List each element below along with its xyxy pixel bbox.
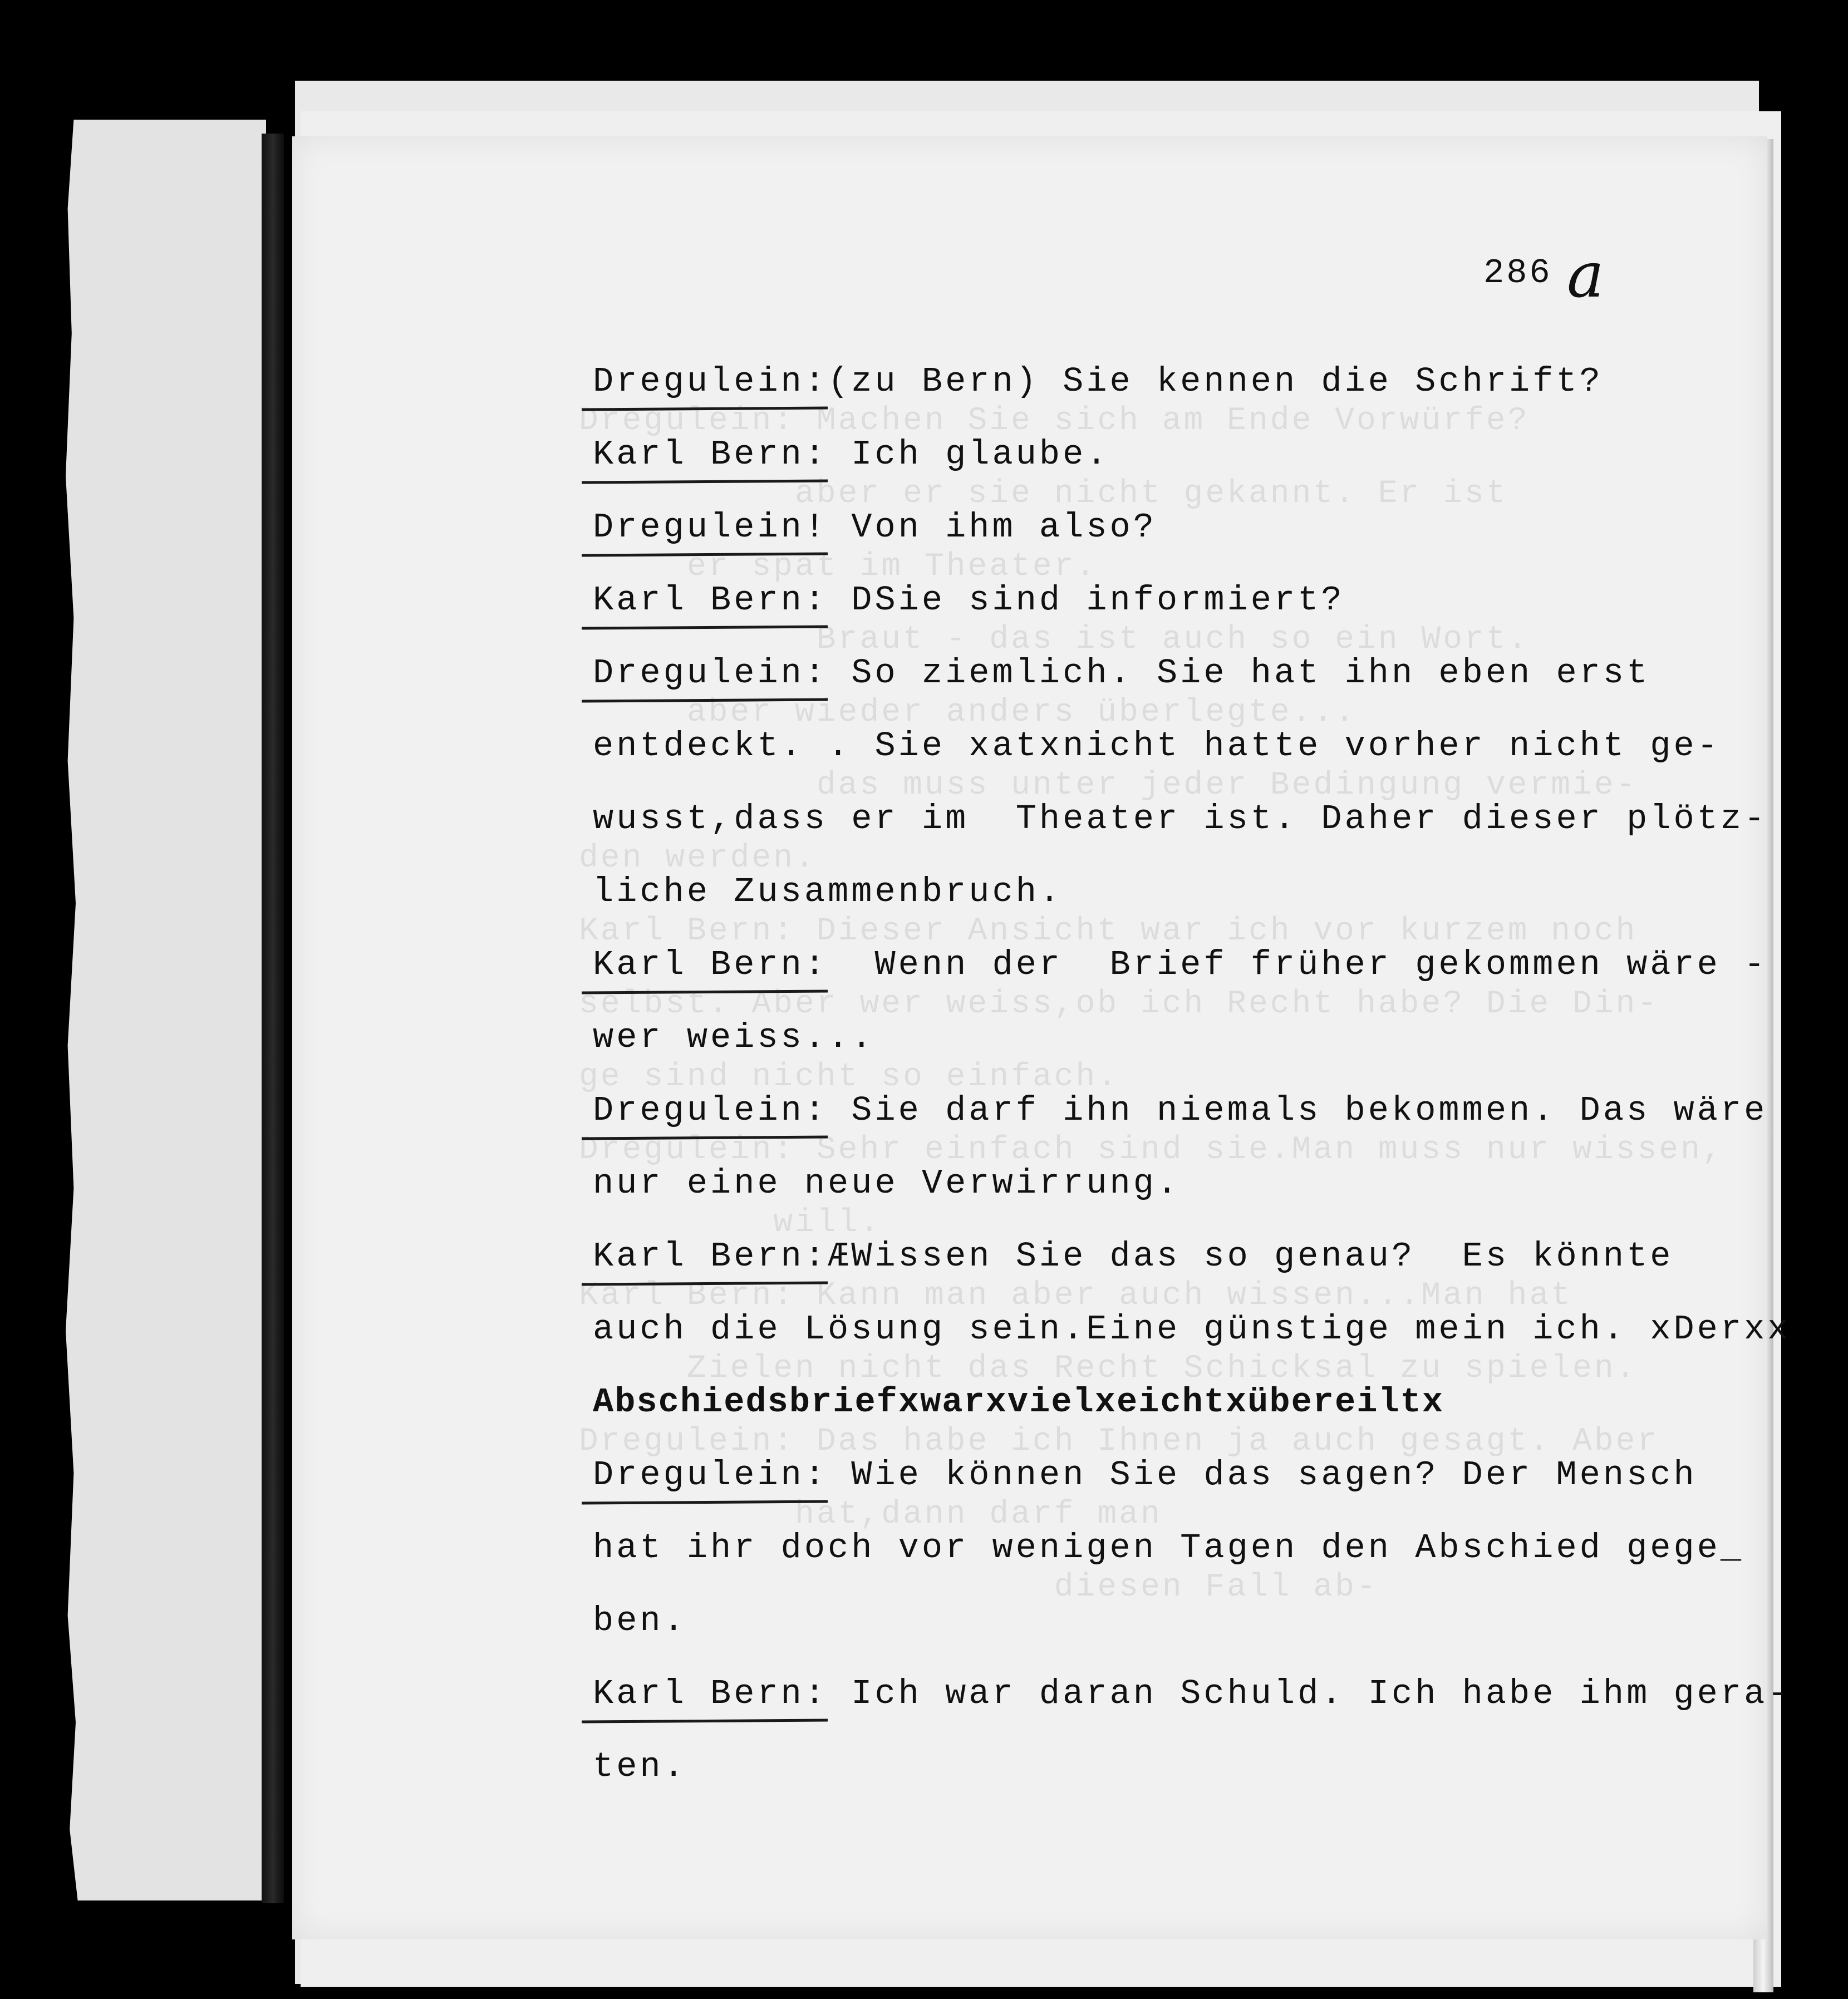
speaker-name: Dregulein: [593,1439,828,1511]
speaker-name: Karl Bern: [593,1657,828,1730]
page-suffix-handwritten: a [1567,239,1604,312]
dialogue-line [593,564,1762,637]
dialogue-text: Sie darf ihn niemals bekommen. Das wäre [828,1091,1768,1130]
dialogue-text: ten. [593,1747,687,1786]
continuation-line [593,1001,1762,1074]
speaker-name: Karl Bern: [593,1220,828,1293]
continuation-line [593,1584,1762,1657]
dialogue-text: Ich glaube. [828,435,1110,474]
dialogue-line [593,1439,1762,1511]
struck-through-line [593,1366,1762,1439]
dialogue-body [593,345,1791,1803]
speaker-name: Karl Bern: [593,928,828,1001]
page-number: 286 [1483,253,1552,293]
dialogue-line [593,491,1762,564]
continuation-line [593,782,1768,855]
speaker-name: Dregulein: [593,345,828,418]
continuation-line [593,1293,1791,1366]
speaker-name: Karl Bern: [593,564,828,637]
dialogue-text: Von ihm also? [828,508,1157,547]
dialogue-text: ben. [593,1601,687,1641]
continuation-line [593,1511,1762,1584]
continuation-line [593,710,1762,782]
speaker-name: Dregulein! [593,491,828,564]
dialogue-text: Ich war daran Schuld. Ich habe ihm gera- [828,1674,1791,1714]
dialogue-line [593,418,1762,491]
dialogue-line [593,1220,1762,1293]
binding-shadow [262,134,284,1903]
dialogue-text: wer weiss... [593,1018,875,1057]
speaker-name: Dregulein: [593,1074,828,1147]
continuation-line [593,1730,1762,1803]
dialogue-line [593,345,1762,418]
dialogue-text: DSie sind informiert? [828,580,1345,620]
dialogue-text: entdeckt. . Sie xatxnicht hatte vorher nicht ge- [593,726,1721,766]
dialogue-text: wusst,dass er im Theater ist. Daher dieser plötz- [593,799,1768,839]
speaker-name: Karl Bern: [593,418,828,491]
dialogue-text: Abschiedsbriefxwarxvielxeichtxübereiltx [593,1382,1444,1422]
dialogue-line [593,1657,1791,1730]
dialogue-text: auch die Lösung sein.Eine günstige mein ich. xDerxx [593,1309,1791,1349]
speaker-name: Dregulein: [593,637,828,710]
dialogue-text: Wenn der Brief früher gekommen wäre - [828,945,1768,984]
dialogue-text: (zu Bern) Sie kennen die Schrift? [828,362,1603,401]
continuation-line [593,855,1762,928]
dialogue-text: Wie können Sie das sagen? Der Mensch [828,1455,1697,1495]
dialogue-text: liche Zusammenbruch. [593,872,1063,912]
dialogue-line [593,1074,1768,1147]
dialogue-line [593,637,1762,710]
dialogue-text: nur eine neue Verwirrung. [593,1164,1181,1203]
dialogue-text: So ziemlich. Sie hat ihn eben erst [828,653,1650,693]
dialogue-text: ÆWissen Sie das so genau? Es könnte [828,1237,1674,1276]
torn-paper-strip [66,120,266,1900]
dialogue-line [593,928,1768,1001]
continuation-line [593,1147,1762,1220]
dialogue-text: hat ihr doch vor wenigen Tagen den Abschied gege_ [593,1528,1744,1568]
